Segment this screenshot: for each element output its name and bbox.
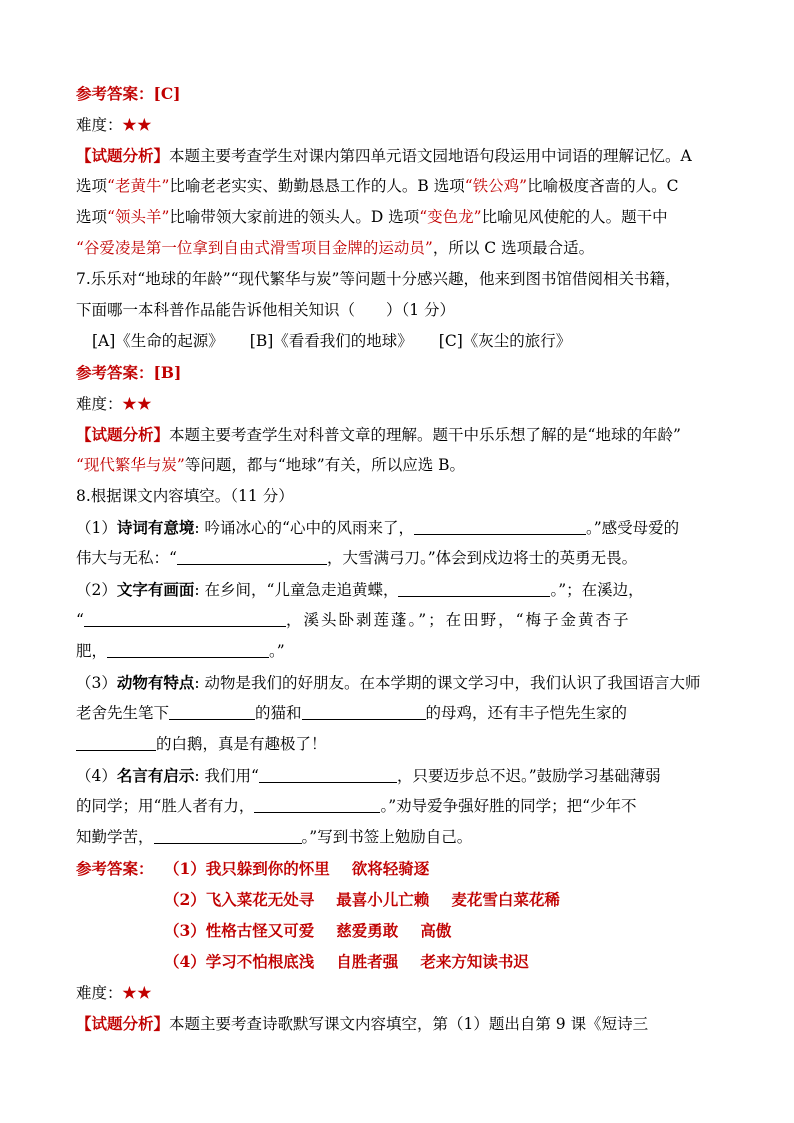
part-text: 。”；在溪边， xyxy=(550,581,644,599)
fill-blank[interactable] xyxy=(154,825,302,844)
answer-value: [C] xyxy=(153,84,181,103)
q8-answer-line-2 xyxy=(76,884,720,915)
analysis-text: 比喻带领大家前进的领头人。D 选项 xyxy=(169,208,420,226)
difficulty-label: 难度： xyxy=(76,395,123,413)
analysis-highlight: “铁公鸡” xyxy=(464,177,528,195)
analysis-text: 比喻极度吝啬的人。C xyxy=(527,177,679,195)
q8-part4-line-1 xyxy=(76,760,720,791)
q7-difficulty-line xyxy=(76,388,720,419)
part-text: “ xyxy=(76,611,84,629)
answer-label: 参考答案： xyxy=(76,859,154,878)
q8-answer-line-1 xyxy=(76,853,720,884)
option-c[interactable]: [C]《灰尘的旅行》 xyxy=(438,332,572,350)
q8-answer-line-3 xyxy=(76,915,720,946)
option-b[interactable]: [B]《看看我们的地球》 xyxy=(249,332,413,350)
part-text: ，只要迈步总不迟。”鼓励学习基础薄弱 xyxy=(396,767,661,785)
q8-stem: 8.根据课文内容填空。（11 分） xyxy=(76,487,294,505)
analysis-text: ，所以 C 选项最合适。 xyxy=(432,239,595,257)
answer-label: 参考答案： xyxy=(76,84,154,103)
part-text: 。”写到书签上勉励自己。 xyxy=(301,828,473,846)
analysis-highlight: “领头羊” xyxy=(107,208,170,226)
part-text: 。” xyxy=(269,642,285,660)
q7-options xyxy=(76,326,720,357)
q8-analysis-line-1 xyxy=(76,1008,720,1039)
q6-analysis-line-2 xyxy=(76,171,720,202)
q8-part3-line-3 xyxy=(76,729,720,760)
fill-blank[interactable] xyxy=(254,794,380,813)
part-text: : 动物是我们的好朋友。在本学期的课文学习中，我们认识了我国语言大师 xyxy=(194,674,701,692)
fill-blank[interactable] xyxy=(84,608,286,627)
fill-blank[interactable] xyxy=(76,732,156,751)
analysis-tag: 【试题分析】 xyxy=(76,146,170,165)
q8-answer-line-4 xyxy=(76,946,720,977)
q8-part2-line-1 xyxy=(76,574,720,605)
difficulty-stars: ★★ xyxy=(122,115,153,134)
difficulty-stars: ★★ xyxy=(122,983,153,1002)
difficulty-label: 难度： xyxy=(76,984,123,1002)
part-title: 动物有特点 xyxy=(116,673,195,692)
analysis-text: 选项 xyxy=(76,208,108,226)
part-text: 。”劝导爱争强好胜的同学；把“少年不 xyxy=(380,797,637,815)
q8-part2-line-3 xyxy=(76,636,720,667)
answer-item: 自胜者强 xyxy=(336,952,399,971)
q7-stem-line-2: 下面哪一本科普作品能告诉他相关知识（ ）（1 分） xyxy=(76,301,456,319)
fill-blank[interactable] xyxy=(177,546,327,565)
part-text: 。”感受母爱的 xyxy=(585,519,680,537)
part-text: : 我们用“ xyxy=(194,767,259,785)
answer-item: 麦花雪白菜花稀 xyxy=(451,890,560,909)
part-text: 老舍先生笔下 xyxy=(76,704,170,722)
difficulty-stars: ★★ xyxy=(122,394,153,413)
fill-blank[interactable] xyxy=(107,639,269,658)
q8-part4-line-2 xyxy=(76,791,720,822)
part-number: （2） xyxy=(76,581,117,599)
part-text: 肥， xyxy=(76,642,108,660)
q6-analysis-line-4 xyxy=(76,233,720,264)
analysis-text: 比喻老老实实、勤勤恳恳工作的人。B 选项 xyxy=(169,177,465,195)
fill-blank[interactable] xyxy=(169,701,255,720)
q8-difficulty-line xyxy=(76,977,720,1008)
q6-difficulty-line xyxy=(76,109,720,140)
difficulty-label: 难度： xyxy=(76,116,123,134)
analysis-text: 本题主要考查诗歌默写课文内容填空，第（1）题出自第 9 课《短诗三 xyxy=(169,1015,649,1033)
part-text: : 在乡间，“儿童急走追黄蝶， xyxy=(194,581,399,599)
q7-answer-line xyxy=(76,357,720,388)
q8-part1-line-2 xyxy=(76,543,720,574)
answer-item: （4）学习不怕根底浅 xyxy=(164,952,315,971)
part-text: 的母鸡，还有丰子恺先生家的 xyxy=(425,704,628,722)
q7-analysis-line-2 xyxy=(76,450,720,481)
part-number: （4） xyxy=(76,767,117,785)
part-number: （3） xyxy=(76,674,117,692)
part-text: : 吟诵冰心的“心中的风雨来了， xyxy=(194,519,414,537)
answer-item: （2）飞入菜花无处寻 xyxy=(164,890,315,909)
analysis-highlight: “老黄牛” xyxy=(107,177,170,195)
answer-label: 参考答案： xyxy=(76,363,154,382)
answer-value: [B] xyxy=(153,363,182,382)
q6-analysis-line-1 xyxy=(76,140,720,171)
part-text: 知勤学苦， xyxy=(76,828,154,846)
part-title: 文字有画面 xyxy=(116,580,195,599)
part-title: 名言有启示 xyxy=(116,766,195,785)
q8-part3-line-1 xyxy=(76,667,720,698)
part-text: 的同学；用“胜人者有力， xyxy=(76,797,255,815)
analysis-text: 等问题，都与“地球”有关，所以应选 B。 xyxy=(184,456,466,474)
q6-analysis-line-3 xyxy=(76,202,720,233)
q6-answer-line xyxy=(76,78,720,109)
fill-blank[interactable] xyxy=(259,764,397,783)
fill-blank[interactable] xyxy=(398,578,550,597)
answer-item: 最喜小儿亡赖 xyxy=(336,890,430,909)
analysis-highlight: “谷爱凌是第一位拿到自由式滑雪项目金牌的运动员” xyxy=(76,239,433,257)
analysis-tag: 【试题分析】 xyxy=(76,1014,170,1033)
q7-stem-line-1: 7.乐乐对“地球的年龄”“现代繁华与炭”等问题十分感兴趣，他来到图书馆借阅相关书籍， xyxy=(76,270,681,288)
q8-part3-line-2 xyxy=(76,698,720,729)
part-text: ，溪头卧剥莲蓬。”；在田野，“梅子金黄杏子 xyxy=(285,611,631,629)
analysis-tag: 【试题分析】 xyxy=(76,425,170,444)
fill-blank[interactable] xyxy=(414,516,586,535)
q8-part4-line-3 xyxy=(76,822,720,853)
part-title: 诗词有意境 xyxy=(116,518,195,537)
document-page xyxy=(76,78,720,1039)
q7-analysis-line-1 xyxy=(76,419,720,450)
analysis-text: 选项 xyxy=(76,177,108,195)
answer-item: （3）性格古怪又可爱 xyxy=(164,921,315,940)
answer-item: 欲将轻骑逐 xyxy=(351,859,430,878)
part-text: 伟大与无私：“ xyxy=(76,549,177,567)
q8-part2-line-2 xyxy=(76,605,720,636)
part-text: ，大雪满弓刀。”体会到戍边将士的英勇无畏。 xyxy=(326,549,638,567)
part-text: 的猫和 xyxy=(255,704,302,722)
answer-item: 老来方知读书迟 xyxy=(420,952,529,971)
analysis-highlight: “变色龙” xyxy=(419,208,482,226)
option-a[interactable]: [A]《生命的起源》 xyxy=(92,332,224,350)
analysis-text: 本题主要考查学生对课内第四单元语文园地语句段运用中词语的理解记忆。A xyxy=(169,147,692,165)
answer-item: 高傲 xyxy=(420,921,452,940)
analysis-text: 比喻见风使舵的人。题干中 xyxy=(481,208,668,226)
part-text: 的白鹅，真是有趣极了！ xyxy=(156,735,327,753)
q8-part1-line-1 xyxy=(76,512,720,543)
analysis-text: 本题主要考查学生对科普文章的理解。题干中乐乐想了解的是“地球的年龄” xyxy=(169,426,681,444)
fill-blank[interactable] xyxy=(302,701,426,720)
answer-item: （1）我只躲到你的怀里 xyxy=(164,859,330,878)
part-number: （1） xyxy=(76,519,117,537)
analysis-highlight: “现代繁华与炭” xyxy=(76,456,185,474)
answer-item: 慈爱勇敢 xyxy=(336,921,399,940)
